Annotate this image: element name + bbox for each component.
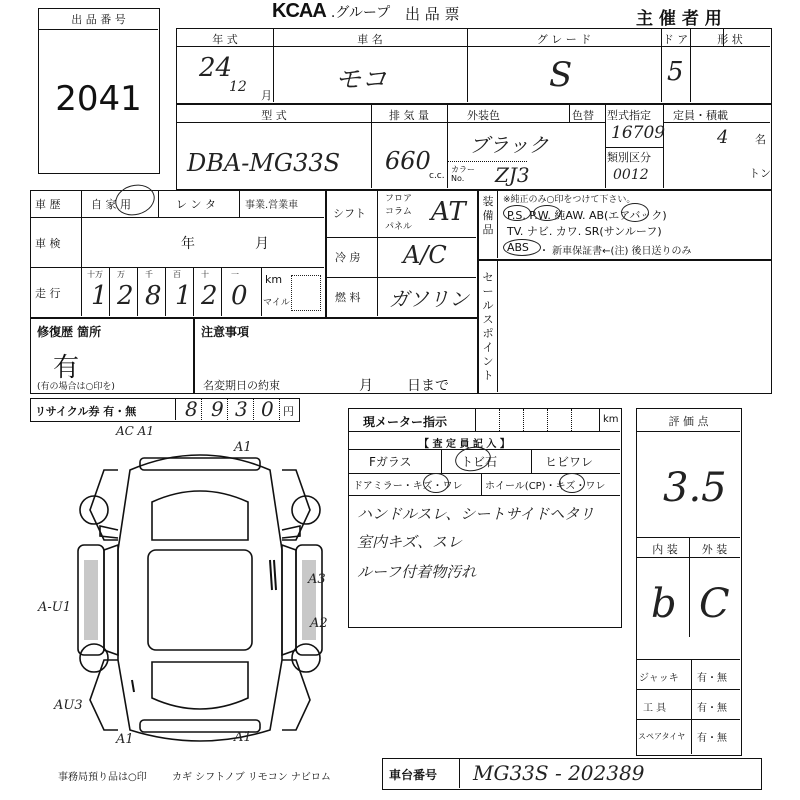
- chassis-section: [382, 758, 762, 790]
- shift-option-floor: フロア: [385, 194, 413, 204]
- tool-kit-value: 有・無: [697, 703, 727, 714]
- grade-label: グ レ ー ド: [536, 33, 592, 46]
- mileage-digit-1: 1: [91, 281, 108, 311]
- recycle-label: リサイクル券 有・無: [35, 405, 137, 418]
- ab-circle: [621, 203, 649, 222]
- digit-ten: 十: [201, 270, 209, 279]
- history-option-business: 事業.営業車: [245, 200, 299, 211]
- repair-section: [30, 318, 194, 394]
- shift-option-column: コラム: [385, 207, 412, 217]
- mirror-scratch-circle: [423, 473, 449, 493]
- month-unit: 月: [261, 89, 272, 102]
- repair-label: 修復歴 箇所: [37, 325, 102, 339]
- score-label: 評 価 点: [668, 415, 709, 428]
- grade-section: [636, 408, 742, 756]
- mileage-digit-3: 8: [145, 281, 162, 311]
- car-name-value: モコ: [335, 65, 388, 95]
- recycle-digit-2: 9: [211, 397, 224, 421]
- type-spec-value: 16709: [611, 123, 666, 143]
- crack-label: ヒビワレ: [545, 455, 594, 469]
- wheel-scratch-circle: [559, 473, 585, 493]
- inspector-section: [348, 408, 622, 628]
- displacement-label: 排 気 量: [389, 109, 429, 122]
- notes-label: 注意事項: [201, 325, 250, 339]
- inspection-month-unit: 月: [255, 236, 269, 252]
- equipment-label: 装 備 品: [482, 195, 494, 236]
- lot-number-value: 2041: [55, 79, 142, 119]
- fuel-label: 燃 料: [335, 291, 361, 304]
- model-label: 型 式: [261, 109, 287, 122]
- history-section: [30, 190, 326, 318]
- deadline-day: 日まで: [407, 378, 449, 394]
- spec-section: [326, 190, 478, 318]
- displacement-unit: c.c.: [429, 171, 445, 181]
- mark-a1-rear-right: A1: [234, 730, 252, 745]
- color-value: ブラック: [469, 133, 549, 157]
- deadline-month: 月: [359, 378, 373, 394]
- category-value: 0012: [613, 167, 649, 183]
- capacity-label: 定員・積載: [673, 109, 728, 122]
- type-spec-label: 型式指定: [607, 109, 651, 122]
- digit-ten-thousand: 万: [117, 270, 125, 279]
- doors-label: ド ア: [662, 33, 689, 46]
- notes-section: [194, 318, 478, 394]
- recycle-digit-4: 0: [261, 397, 274, 421]
- chip-label: トビ石: [461, 455, 498, 469]
- equipment-abs: ABS: [507, 241, 529, 254]
- mark-au3: AU3: [54, 698, 83, 713]
- mark-a2: A2: [310, 616, 328, 631]
- brand-group: .グループ: [330, 5, 391, 21]
- car-diagram: [60, 430, 340, 760]
- digit-hundred-thousand: 十万: [87, 270, 103, 279]
- km-unit: km: [265, 273, 283, 286]
- month-value: 12: [229, 79, 247, 95]
- glass-label: Fガラス: [369, 455, 412, 469]
- displacement-value: 660: [385, 147, 431, 175]
- inspection-label: 車 検: [35, 237, 61, 250]
- sales-point-section: [478, 260, 772, 394]
- sheet-title: 出 品 票: [405, 5, 460, 23]
- exterior-label: 外 装: [701, 543, 728, 556]
- tool-jack-label: ジャッキ: [639, 673, 679, 684]
- shift-value: AT: [431, 197, 466, 227]
- meter-km-label: km: [603, 414, 619, 425]
- equipment-note: ※純正のみ○印をつけて下さい。: [503, 195, 636, 205]
- organizer-label: 主 催 者 用: [636, 9, 722, 29]
- equipment-section: [478, 190, 772, 260]
- digit-one: 一: [231, 270, 239, 279]
- inspector-title: 【 査 定 員 記 入 】: [419, 439, 510, 450]
- history-label: 車 歴: [35, 198, 61, 211]
- repair-note: (有の場合は○印を): [37, 382, 115, 392]
- mile-unit: マイル: [263, 298, 290, 308]
- grade-value: S: [549, 55, 573, 95]
- digit-thousand: 千: [145, 270, 153, 279]
- shift-option-panel: パネル: [385, 222, 413, 232]
- brand-logo: [272, 0, 390, 23]
- category-label: 類別区分: [607, 151, 651, 164]
- wheel-label: ホイール(CP)・キズ・ワレ: [485, 481, 606, 492]
- comment-line-3: ルーフ付着物汚れ: [357, 563, 477, 581]
- mileage-unit-box: [291, 275, 321, 311]
- equipment-line-3: ・ 新車保証書←(注) 後日送りのみ: [539, 246, 692, 257]
- doors-value: 5: [667, 57, 684, 87]
- chassis-value: MG33S - 202389: [473, 761, 645, 785]
- shift-label: シフト: [333, 207, 366, 220]
- repair-value: 有: [53, 353, 80, 383]
- history-option-private: 自 家 用: [91, 198, 131, 211]
- ac-value: A/C: [403, 241, 447, 269]
- score-value: 3.5: [663, 465, 727, 511]
- mark-a-u1: A-U1: [38, 600, 72, 615]
- pw-circle: [533, 205, 561, 221]
- mark-a1-front: A1: [234, 440, 252, 455]
- tool-spare-value: 有・無: [697, 733, 727, 744]
- abs-circle: [503, 239, 541, 256]
- model-value: DBA-MG33S: [187, 149, 341, 177]
- tool-spare-label: スペアタイヤ: [638, 732, 686, 741]
- vehicle-info-model: [176, 104, 772, 190]
- exterior-color-label: 外装色: [467, 109, 500, 122]
- mileage-digit-4: 1: [175, 281, 192, 311]
- digit-hundred: 百: [173, 270, 181, 279]
- lot-number-label: 出 品 番 号: [71, 13, 126, 26]
- exterior-value: C: [699, 581, 730, 627]
- comment-line-2: 室内キズ、スレ: [357, 533, 463, 551]
- meter-label: 現メーター指示: [363, 415, 448, 429]
- color-no-value: ZJ3: [495, 163, 530, 187]
- mileage-digit-5: 2: [201, 281, 218, 311]
- load-unit: トン: [749, 167, 771, 180]
- color-change-label: 色替: [572, 109, 594, 122]
- sales-point-label: セールスポイント: [482, 271, 494, 382]
- mileage-digit-2: 2: [117, 281, 134, 311]
- interior-label: 内 装: [652, 543, 678, 556]
- mark-a3: A3: [308, 572, 326, 587]
- shape-label: 形 状: [717, 33, 743, 46]
- recycle-section: [30, 398, 300, 422]
- brand-name: KCAA: [272, 0, 326, 22]
- history-option-rental: レ ン タ: [176, 198, 216, 211]
- year-label: 年 式: [212, 33, 238, 46]
- car-name-label: 車 名: [357, 33, 383, 46]
- comment-line-1: ハンドルスレ、シートサイドヘタリ: [357, 505, 595, 523]
- footer-left-note: 事務局預り品は○印: [58, 772, 147, 783]
- mark-a1-rear-left: A1: [116, 732, 134, 747]
- damage-shade-left: [84, 560, 98, 640]
- year-value: 24: [199, 53, 233, 83]
- inspection-year-unit: 年: [181, 236, 195, 252]
- mileage-digit-6: 0: [231, 281, 248, 311]
- recycle-yen: 円: [283, 405, 294, 418]
- recycle-digit-1: 8: [185, 397, 198, 421]
- history-circle: [112, 180, 158, 219]
- interior-value: b: [651, 581, 677, 627]
- mirror-label: ドアミラー・キズ・ワレ: [353, 481, 463, 492]
- lot-number-box: [38, 8, 160, 174]
- footer-keys: カギ シフトノブ リモコン ナビロム: [172, 772, 331, 783]
- capacity-value: 4: [717, 127, 729, 148]
- fuel-value: ガソリン: [389, 287, 469, 311]
- tool-kit-label: 工 具: [643, 703, 667, 714]
- mark-ac-a1: AC A1: [116, 424, 154, 438]
- ac-label: 冷 房: [335, 251, 361, 264]
- color-no-label: カラー No.: [451, 165, 475, 183]
- chassis-label: 車台番号: [389, 768, 438, 782]
- vehicle-info-top: [176, 28, 772, 104]
- recycle-digit-3: 3: [235, 397, 248, 421]
- tool-jack-value: 有・無: [697, 673, 727, 684]
- deadline-label: 名変期日の約束: [203, 379, 280, 392]
- ps-circle: [503, 205, 531, 221]
- equipment-line-2: TV. ナビ. カワ. SR(サンルーフ): [507, 225, 662, 238]
- mileage-label: 走 行: [35, 287, 61, 300]
- equipment-line-1: P.S. P.W. 純AW. AB(エアバック): [507, 209, 667, 222]
- capacity-unit: 名: [755, 133, 766, 146]
